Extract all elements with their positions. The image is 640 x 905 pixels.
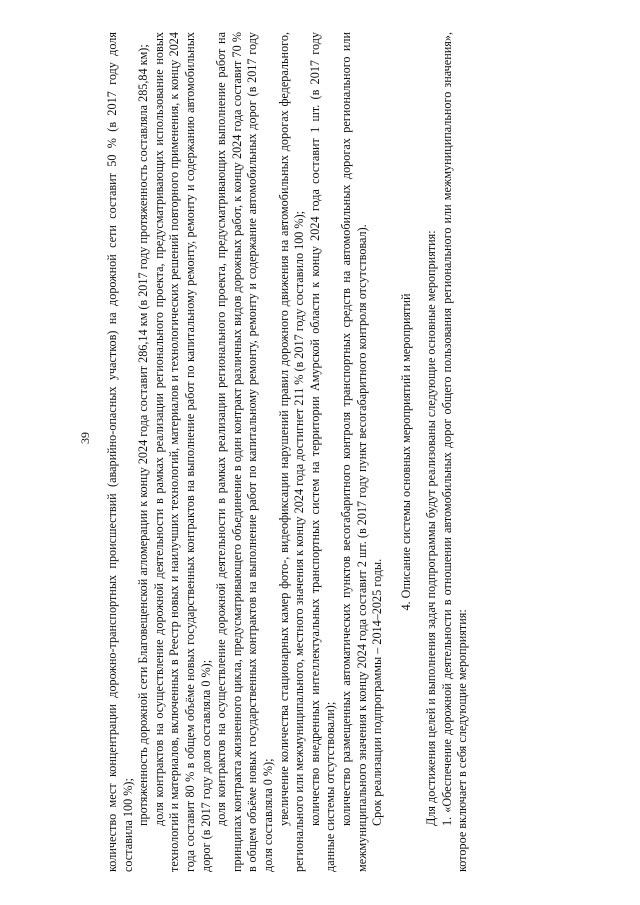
paragraph: Срок реализации подпрограммы – 2014–2025 годы.	[370, 558, 385, 826]
paragraph: протяженность дорожной сети Благовещенской агломерации к концу 2024 года составит 286,14 км (в 2017 году протяженность составляла 285,84 км);	[136, 44, 151, 826]
paragraph: Для достижения целей и выполнения задач подпрограммы будут реализованы следующие основные мероприятия:	[424, 230, 439, 826]
section-heading: 4. Описание системы основных мероприятий и мероприятий	[398, 293, 413, 611]
paragraph: количество мест концентрации дорожно-транспортных происшествий (аварийно-опасных участков) на дорожной сети составит 50 % (в 2017 году доля составила 100 %);	[105, 32, 135, 872]
paragraph: количество внедренных интеллектуальных транспортных систем на территории Амурской области к концу 2024 года составит 1 шт. (в 2017 году данные системы отсутствовали);	[307, 32, 338, 872]
paragraph: количество размещенных автоматических пунктов весогабаритного контроля транспортных средств на автомобильных дорогах регионального или межмуниципального значения к концу 2024 года составит 2 шт. (в 2017 году пункт весогабаритного контроля отсутствовал).	[338, 32, 369, 872]
paragraph: доля контрактов на осуществление дорожной деятельности в рамках реализации регионального проекта, предусматривающих выполнение работ на принципах контракта жизненного цикла, предусматривающего объединение в один контракт различных видов дорожных работ, к концу 2024 года составит 70 % в общем объёме новых государственных контрактов на выполнение работ по капитальному ремонту, ремонту и содержание автомобильных дорог (в 2017 году доля составляла 0 %);	[214, 32, 275, 872]
paragraph: увеличение количества стационарных камер фото-, видеофиксации нарушений правил дорожного движения на автомобильных дорогах федерального, регионального или межмуниципального, местного значения к концу 2024 года достигнет 211 % (в 2017 году составило 100 %);	[276, 32, 307, 872]
page-number: 39	[78, 432, 92, 444]
document-body	[105, 32, 585, 872]
paragraph: доля контрактов на осуществление дорожной деятельности в рамках реализации регионального проекта, предусматривающих использование новых технологий и материалов, включенных в Реестр новых и наилучших технологий, материалов и технологических решений повторного применения, к концу 2024 года составит 80 % в общем объёме новых государственных контрактов на выполнение работ по капитальному ремонту, ремонту и содержанию автомобильных дорог (в 2017 году доля составляла 0 %);	[151, 32, 213, 872]
paragraph: 1. «Обеспечение дорожной деятельности в отношении автомобильных дорог общего пользования регионального или межмуниципального значения», которое включает в себя следующие мероприятия:	[439, 32, 470, 872]
